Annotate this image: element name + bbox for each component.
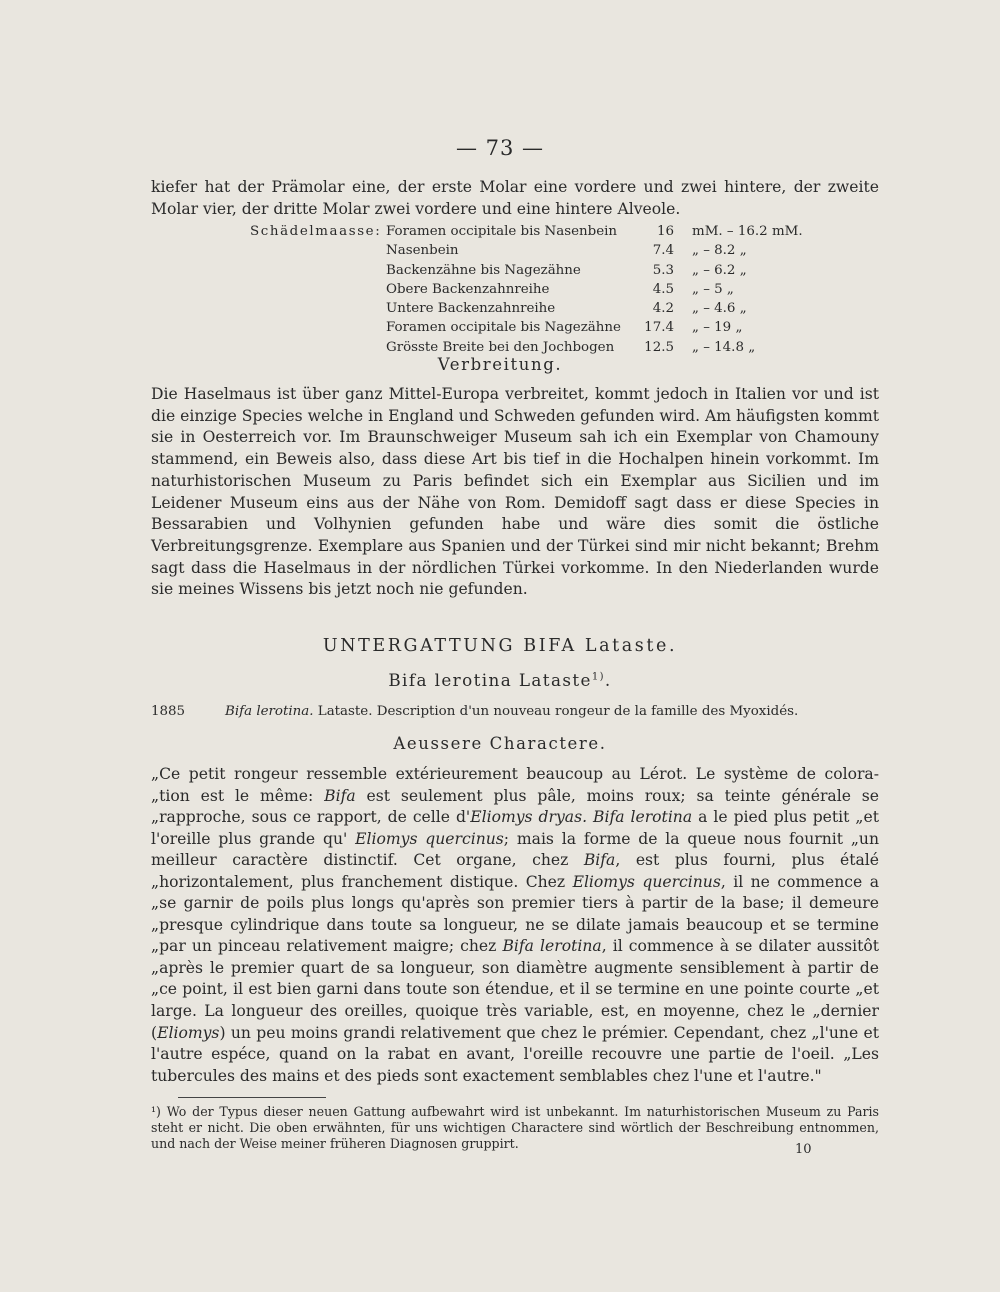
quote-text: „tion est le même:: [151, 786, 325, 805]
citation-species: Bifa lerotina.: [225, 704, 314, 719]
quote-text: a le pied plus petit: [692, 808, 850, 827]
measurement-label: Nasenbein: [386, 243, 459, 259]
measurement-label: Foramen occipitale bis Nasenbein: [386, 224, 618, 239]
measurement-min: 4.5: [652, 281, 674, 297]
species-heading: Bifa lerotina Lataste$^{1)}$.: [388, 670, 612, 690]
measurement-min: 7.4: [652, 243, 674, 259]
quote-text: est seulement plus pâle, moins roux; sa teinte générale se: [355, 786, 879, 805]
quote-text: „presque cylindrique dans toute sa longueur, ne se dilate jamais beaucoup et se termine: [151, 915, 879, 934]
quote-text: ) un peu moins grandi relativement que chez le prémier. Cependant, chez: [219, 1023, 807, 1042]
section-heading-verbreitung: Verbreitung.: [437, 355, 563, 374]
quote-italic: Eliomys dryas.: [470, 808, 588, 827]
footnote: ¹) Wo der Typus dieser neuen Gattung aufbewahrt wird ist unbekannt. Im naturhistorischen Museum zu Paris steht er nicht. Die oben erwähnten, für uns wichtigen Charactere sind wörtlich der Beschreibung entnommen, und nach der Weise meiner früheren Diagnosen gruppirt.: [151, 1104, 879, 1151]
measurement-min: 12.5: [644, 339, 674, 355]
quote-text: „dernier (: [151, 1002, 879, 1042]
measurement-min: 16: [656, 224, 674, 239]
measurement-row: [250, 299, 810, 318]
quote-italic: Bifa: [583, 851, 616, 870]
species-heading-text: Bifa lerotina Lataste: [388, 670, 592, 690]
measurement-row: [250, 318, 810, 337]
measurement-range: „ – 5 „: [692, 281, 734, 297]
intro-paragraph: kiefer hat der Prämolar eine, der erste Molar eine vordere und zwei hintere, der zweite Molar vier, der dritte Molar zwei vordere und eine hintere Alveole.: [151, 178, 879, 218]
quote-text: „et l'oreille plus grande qu': [151, 808, 879, 848]
quote-italic: Eliomys: [157, 1023, 220, 1042]
footnote-reference: 1): [591, 671, 605, 683]
quote-text: , est plus fourni, plus étalé: [615, 851, 880, 870]
verbreitung-paragraph: Die Haselmaus ist über ganz Mittel-Europa verbreitet, kommt jedoch in Italien vor und ist die einzige Species welche in England und Schweden gefunden wird. Am häufigsten kommt sie in Oesterreich vor. Im Braunschweiger Museum sah ich ein Exemplar von Chamouny stammend, ein Beweis also, dass diese Art bis tief in die Hochalpen hinein vorkommt. Im naturhistorischen Museum zu Paris befindet sich ein Exemplar aus Sicilien und im Leidener Museum eins aus der Nähe von Rom. Demidoff sagt dass er diese Species in Bessarabien und Volhynien gefunden habe und wäre dies somit die östliche Verbreitungsgrenze. Exemplare aus Spanien und der Türkei sind mir nicht bekannt; Brehm sagt dass die Haselmaus in der nördlichen Türkei vorkomme. In den Niederlanden wurde sie meines Wissens bis jetzt noch nie gefunden.: [151, 385, 879, 599]
measurement-label: Grösste Breite bei den Jochbogen: [386, 339, 615, 355]
quote-italic: Eliomys quercinus: [572, 872, 721, 891]
quote-text: „se garnir de poils plus longs qu'après son premier tiers à partir de la base; il demeure: [151, 894, 879, 913]
quote-italic: Bifa lerotina: [593, 808, 693, 827]
quote-italic: Eliomys quercinus: [355, 829, 504, 848]
quote-paragraph: [151, 764, 879, 1087]
skull-measurements-table: [250, 222, 810, 357]
page-number: — 73 —: [455, 136, 545, 160]
footnote-divider: [178, 1097, 326, 1098]
quote-text: „après le premier quart de sa longueur, son diamètre augmente sensiblement à partir de: [151, 958, 879, 977]
subgenus-heading: UNTERGATTUNG BIFA Lataste.: [322, 636, 678, 656]
quote-text: „par un pinceau relativement maigre; chez: [151, 937, 503, 956]
citation-line: [151, 704, 879, 719]
measurement-range: mM. – 16.2 mM.: [692, 224, 803, 239]
measurement-label: Foramen occipitale bis Nagezähne: [386, 320, 621, 336]
quote-italic: Bifa lerotina: [502, 937, 602, 956]
measurement-label: Backenzähne bis Nagezähne: [386, 262, 581, 278]
quote-text: „Ce petit rongeur ressemble extérieurement beaucoup au Lérot. Le système de colora-: [151, 765, 879, 783]
section-heading-aeussere: Aeussere Charactere.: [393, 734, 607, 753]
measurement-range: „ – 14.8 „: [692, 339, 756, 355]
quote-text: ; mais la forme de la queue nous fournit: [503, 829, 843, 848]
measurement-row: [250, 241, 810, 260]
measurement-range: „ – 4.6 „: [692, 301, 747, 317]
measurement-min: 5.3: [652, 262, 674, 278]
quote-italic: Bifa: [324, 786, 356, 805]
measurement-min: 17.4: [644, 320, 674, 336]
measurements-heading: Schädelmaasse:: [250, 224, 382, 239]
measurement-min: 4.2: [652, 301, 674, 317]
quote-text: „Les tubercules des mains et des pieds sont exactement semblables chez l'une et l'autre.": [151, 1045, 879, 1085]
measurement-label: Untere Backenzahnreihe: [386, 301, 556, 317]
quote-text: „un meilleur caractère distinctif. Cet organe, chez: [151, 829, 879, 870]
citation-year: 1885: [151, 704, 186, 719]
measurement-row: [250, 280, 810, 299]
quote-text: „et large. La longueur des oreilles, quoique très variable, est, en moyenne, chez le: [151, 980, 879, 1021]
quote-text: , il ne commence a: [720, 872, 879, 891]
quote-text: „ce point, il est bien garni dans toute son étendue, et il se termine en une pointe courte: [151, 980, 851, 999]
citation-text: Lataste. Description d'un nouveau rongeur de la famille des Myoxidés.: [317, 704, 799, 719]
measurement-row: [250, 222, 810, 241]
quote-text: „horizontalement, plus franchement distique. Chez: [151, 872, 573, 891]
quote-text: „l'une et l'autre espéce, quand on la rabat en avant, l'oreille recouvre une partie de l'oeil.: [151, 1023, 879, 1064]
quote-text: „rapproche, sous ce rapport, de celle d': [151, 808, 471, 827]
measurement-range: „ – 6.2 „: [692, 262, 747, 278]
measurement-row: [250, 261, 810, 280]
measurement-range: „ – 19 „: [692, 320, 743, 336]
measurement-range: „ – 8.2 „: [692, 243, 747, 259]
quote-text: , il commence à se dilater aussitôt: [601, 937, 879, 956]
signature-mark: 10: [795, 1142, 812, 1157]
measurement-label: Obere Backenzahnreihe: [386, 281, 550, 297]
